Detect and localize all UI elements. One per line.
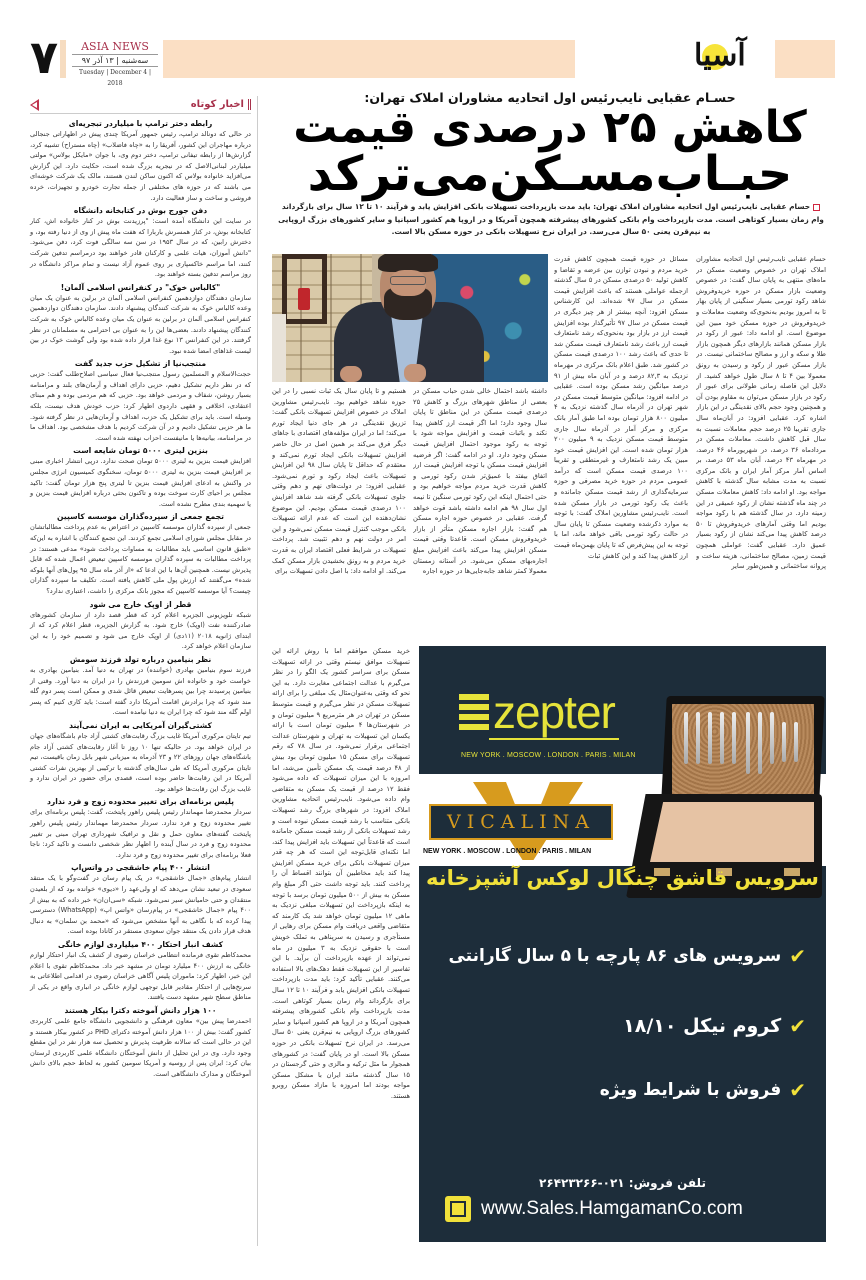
photo-red-object <box>298 288 310 310</box>
article-lead <box>275 201 827 239</box>
ad-feature-text: سرویس های ۸۶ پارچه با ۵ سال گارانتی <box>448 946 782 966</box>
column-text: هستیم و تا پایان سال یک ثبات نسبی را در این حوزه شاهد خواهیم بود. نایب‌رئیس مشاورین املاک در خصوص افزایش تسهیلات بانکی گفت: تزریق نقدینگی در هر جای دنیا ایجاد تورم می‌کند؛ اما در ایران مؤلفه‌های اقتصادی با جاهای دیگر فرق می‌کند بر همین اصل در حال حاضر افزایش تسهیلات بانکی ایجاد تورم نمی‌کند و معتقدم که حداقل تا پایان سال ۹۸ این افزایش تسهیلات باعث ایجاد رکود و تورم نمی‌شود. عقبایی افزود: در دولت‌های نهم و دهم وقتی جلوی تسهیلات بانکی گرفته شد شاهد افزایش ۱۰۰ درصدی قیمت مسکن بودیم. این موضوع نشان‌دهنده این است که عدم ارائه تسهیلات بانکی موجب کنترل قیمت مسکن نمی‌شود و این امر در دولت نهم و دهم تثبیت شد. پرداخت تسهیلات در شرایط فعلی اقتصاد ایران به قدرت خرید مردم و به رونق بخشیدن بازار مسکن کمک می‌کند. او ادامه داد: با اصل دادن تسهیلات برای <box>272 387 406 576</box>
article-column-4 <box>272 386 406 640</box>
brief-item-title: قطر از اوپک خارج می شود <box>89 599 192 609</box>
zepter-cities: NEW YORK . MOSCOW . LONDON . PARIS . MILAN <box>461 752 636 759</box>
ad-feature <box>623 1014 806 1038</box>
lead-text: حسام عقبایی نایب‌رئیس اول اتحادیه مشاوران املاک تهران: باید مدت بازپرداخت تسهیلات بانکی افزایش یابد و فرآیند ۱۰ تا ۱۲ سال برای بازگرداند وام زمان بسیار کوتاهی است. مدت بازپرداخت وام بانکی کشورهای پیشرفته همچون آمریکا و در اروپا هم کشور اسپانیا و سایر کشورهای بزرگ اروپایی به نیم‌قرن یعنی ۵۰ سال می‌رسد. در ایران نرخ تسهیلات بانکی در حوزه مسکن بالا است. <box>278 202 824 236</box>
brief-item-title: دفن جورج بوش در کتابخانه دانشگاه <box>73 206 208 216</box>
checkmark-icon: ✔ <box>789 944 806 968</box>
brief-item-body: تیم تایتان مرکوری آمریکا غایب بزرگ رقابت‌های کشتی آزاد جام باشگاه‌های جهان در ایران خواهد بود. در حالیکه تنها ۱۰ روز تا آغاز رقابت‌های کشتی آزاد جام باشگاه‌های جهان روزهای ۲۲ و ۲۳ آذرماه به میزبانی شهر بابل زمان باقیست، تیم تایتان مرکوری آمریکا که طی سال‌های گذشته با ترکیبی از بهترین نفرات کشتی آمریکا در این رقابت‌ها حاضر بوده است، قصدی برای حضور در ایران ندارد و غایب بزرگ این رقابت‌ها خواهد بود. <box>30 731 251 793</box>
english-date: Tuesday | December 4 | 2018 <box>78 69 151 87</box>
brief-item-body: احمدرضا پیش بین» معاون فرهنگی و دانشجویی دانشگاه جامع علمی کاربردی کشور گفت: بیش از ۱۰۰ هزار دانش آموخته دکترای PHD در کشور بیکار هستند و این در حالی است که سالانه ظرفیت پذیرش و تحصیل سه هزار نفر در این مقطع وجود دارد. وی در این تحلیل از دانش آموختگان دانشگاه علمی کاربردی لرستان بیان کرد: ایران پس از روسیه و آمریکا سومین کشور به لحاظ حجم بالای دانش آموختگان و مدارک دانشگاهی است. <box>30 1016 251 1078</box>
brief-item-title: ۱۰۰ هزار دانش آموخته دکترا بیکار هستند <box>64 1005 217 1015</box>
case-tray <box>650 802 814 862</box>
ad-feature <box>600 1078 806 1102</box>
brief-item-title: کشف انبار احتکار ۴۰۰ میلیاردی لوازم خانگی <box>57 940 224 949</box>
ad-feature-text: فروش با شرایط ویژه <box>599 1080 782 1100</box>
photo-glasses <box>390 276 426 285</box>
brief-item-body: در حالی که دونالد ترامپ، رئیس جمهور آمریکا چندی پیش در اظهاراتی جنجالی درباره مهاجران این کشور، آفریقا را به «چاه فاضلاب» (چاه مستراح) تشبیه کرد، گزارش‌ها از رابطه تیفانی ترامپ، دختر دوم وی، با جوان «مایکل بولاس» مولتی میلیاردر لبنانی‌الاصل که در نیجریه بزرگ شده است، حکایت دارد. این گزارش می‌افزاید خانواده بولاس که اکنون ساکن لندن هستند، مالک یک شرکت خوشه‌ای می باشند که در حوزه های مختلفی از جمله تجارت خودرو و تجهیزات، خرده فروشی و ساخت و ساز فعالیت دارد. <box>30 130 251 202</box>
headline-line-1: کاهش ۲۵ درصدی قیمت <box>293 102 807 153</box>
spoon-icon <box>708 712 712 764</box>
brief-news-title: اخبار کوتاه <box>191 99 251 110</box>
brief-item <box>30 720 251 795</box>
case-lid-lining <box>672 704 814 796</box>
sales-phone: تلفن فروش: ۰۲۱-۲۶۴۲۳۲۶۶ <box>539 1176 706 1190</box>
article-kicker: حسـام عقبایی نایب‌رئیس اول اتحادیه مشاوران املاک تهران: <box>364 90 736 105</box>
ad-feature <box>448 944 806 968</box>
spoon-icon <box>696 712 700 764</box>
brief-item-body: شبکه تلویزیونی الجزیره اعلام کرد که قطر قصد دارد از سازمان کشورهای صادرکننده نفت (اوپک) خارج شود. به گزارش الجزیره، قطر اعلام کرد که از ابتدای ژانویه ۲۰۱۸ (۱۱دی) از اوپک خارج می شود و تصمیم خود را به این سازمان اعلام خواهد کرد. <box>30 610 251 651</box>
play-arrow-icon <box>30 99 39 111</box>
newspaper-logo <box>690 30 770 80</box>
photo-left-edge <box>272 314 286 382</box>
brief-item <box>30 282 251 357</box>
column-text: داشته باشد احتمال خالی شدن حباب مسکن در بعضی از مناطق شهرهای بزرگ و کاهش ۲۵ درصدی قیمت مسکن در این مناطق تا پایان سال وجود دارد؛ اما اگر قیمت ارز کاهش پیدا نکند و باثبات قیمت و افزایش مواجه شود با توجه به رکود موجود احتمال افزایش قیمت مسکن وجود دارد. او در ادامه گفت: اگر فرضیه افزایش قیمت مسکن با توجه افزایش قیمت ارز اتفاق بیفتد با عمیق‌تر شدن رکود تورمی و کاهش قدرت خرید مردم مواجه خواهیم بود و حتی احتمال اینکه این رکود تورمی سنگین تا نیمه اول سال ۹۸ هم ادامه داشته باشد قوت خواهد گرفت. عقبایی در خصوص حوزه اجاره مسکن هم گفت: بازار اجاره مسکن متأثر از بازار خریدوفروش مسکن است. قاعدتا وقتی قیمت مسکن افزایش پیدا می‌کند باعث افزایش مبلغ اجاره‌بهای مسکن می‌شود. در آستانه زمستان معمولا کمتر شاهد جابه‌جایی‌ها در حوزه اجاره <box>413 387 547 576</box>
column-text: حسام عقبایی نایب‌رئیس اول اتحادیه مشاوران املاک تهران در خصوص وضعیت مسکن در ماه‌های منتهی به پایان سال گفت: در خصوص وضعیت بازار مسکن در حوزه خریدوفروش شاهد رکود تورمی بسیار سنگینی از پایان بهار تا به امروز بودیم به‌نحوی‌که وضعیت معاملات و خریدوفروش در حوزه مسکن خود مبین این موضوع است. او ادامه داد: عبور از رکود در بازار مسکن همانند بازارهای دیگر همچون بازار طلا و سکه و ارز و مصالح ساختمانی نیست. در بازار مسکن عبور از رکود و رسیدن به رونق معمولا بین ۴ تا ۸ سال طول خواهد کشید. از دلایل این فاصله زمانی طولانی برای عبور از رکود در بازار مسکن می‌توان به مقاوم بودن آن و همچنین وجود حجم بالای نقدینگی در این بازار اشاره کرد. عقبایی افزود: در آبان‌ماه سال جاری تقریبا ۲۵ درصد حجم معاملات نسبت به سال قبل کاهش داشت. معاملات مسکن در مردادماه ۳۶ درصد، در شهریورماه ۴۶ درصد، در مهرماه ۴۳ درصد، آبان ماه ۵۳ درصد، بر اساس آمار مرکز آمار ایران و بانک مرکزی نسبت به مدت مشابه سال گذشته با کاهش مواجه بود. او ادامه داد: کاهش معاملات مسکن در چند ماه گذشته نشان از رکود عمیقی در این زمینه دارد. در سال گذشته هم با رکود مواجه بودیم اما وقتی آمارهای خریدوفروش تا ۵۰ درصد کاهش پیدا می‌کند نشان از رکود بسیار عمیق دارد. عقبایی گفت: عواملی همچون قیمت زمین، مصالح ساختمانی، هزینه ساخت و پروانه ساختمانی و همین‌طور سایر <box>696 255 826 571</box>
brief-item-body: محمدکاظم تقوی فرمانده انتظامی خراسان رضوی از کشف یک انبار احتکار لوازم خانگی به ارزش ۴۰۰ میلیارد تومان در مشهد خبر داد. محمدکاظم تقوی با اعلام این خبر، اظهار کرد: ماموران پلیس آگاهی خراسان رضوی در اقدامی اطلاعاتی به سرنخ‌هایی از احتکار مقادیر قابل توجهی لوازم خانگی در انباری واقع در یکی از مناطق سطح شهر مشهد دست یافتند. <box>30 951 251 1002</box>
checkmark-icon: ✔ <box>789 1078 806 1102</box>
publication-name: ASIA NEWS <box>72 40 158 55</box>
page-number: ۷ <box>30 30 59 84</box>
headline-line-2: حبـاب‌مسـکن‌می‌ترکد <box>307 146 793 202</box>
article-column-3 <box>413 386 547 640</box>
vicalina-cities: NEW YORK . MOSCOW . LONDON . PARIS . MILAN <box>423 848 592 855</box>
brief-news-column <box>30 96 258 1246</box>
cutlery-advertisement[interactable] <box>419 646 826 1242</box>
photo-hand <box>340 366 362 382</box>
brief-item <box>30 511 251 596</box>
zepter-stripes-icon <box>459 694 489 740</box>
column-text: خرید مسکن موافقم اما با روش ارائه این تسهیلات موافق نیستم وقتی در ارائه تسهیلات مسکن برای سراسر کشور یک الگو را در نظر می‌گیرم با عدالت اجتماعی مغایرت دارد. به این نحو که وقتی به‌عنوان‌مثال یک مبلغی را برای ارائه تسهیلات مسکن در نظر می‌گیرم و قیمت متوسط مسکن در تهران در هر مترمربع ۹ میلیون تومان و در شهرستان‌ها ۴ میلیون تومان است با ارائه یکسان این تسهیلات به تهران و شهرستان عدالت اجتماعی برقرار نمی‌شود. در سال ۷۸ که رقم تسهیلات برای مسکن ۱۵ میلیون تومان بود بیش از ۴۸ درصد قیمت یک مسکن تأمین می‌شد، اما امروزه با این میزان تسهیلات که داده می‌شود فقط ۱۲ درصد از قیمت یک مسکن به متقاضی وام داده می‌شود. نایب‌رئیس اتحادیه مشاورین املاک افزود: در شهرهای بزرگ رشد تسهیلات بانکی متناسب با رشد قیمت مسکن نبوده است و رشد تسهیلات بانکی از رشد قیمت مسکن جامانده است که قاعدتاً این تسهیلات باید افزایش پیدا کند، اما نکته‌ای قابل‌توجه این است که هر چه قدر میزان تسهیلات بانکی برای خرید مسکن افزایش پیدا کند باید مخاطبین آن بتوانند اقساط آن را پرداخت کنند. باید توجه داشت حتی اگر مبلغ وام مسکن به بیش از ۵۰۰ میلیون تومان برسد با توجه به اینکه بازپرداخت این تسهیلات مبلغی نزدیک به ماهی ۱۲ میلیون تومان خواهد شد یک کارمند که متقاضی واقعی دریافت وام مسکن برای رهایی از مستأجری و رسیدن به سرپناهی به تملک خویش است با حقوقی نزدیک به ۳ میلیون در ماه نمی‌تواند از عهده بازپرداخت آن برآید. با این تفاسیر از این تسهیلات فقط دهک‌های بالا استفاده می‌کنند. عقبایی تأکید کرد: باید مدت بازپرداخت تسهیلات بانکی افزایش یابد و فرآیند ۱۰ تا ۱۲ سال برای بازگرداند وام زمان بسیار کوتاهی است. مدت بازپرداخت وام بانکی کشورهای پیشرفته همچون آمریکا و در اروپا هم کشور اسپانیا و سایر کشورهای بزرگ اروپایی به نیم‌قرن یعنی ۵۰ سال می‌رسد. در ایران نرخ تسهیلات بانکی در حوزه مسکن بالا است. او در پایان گفت: در کشورهای همجوار ما مثل ترکیه و مالزی و حتی گرجستان در ۱۵ سال گذشته مانند ایران با مشکل مسکن مواجه بودند اما امروزه با مازاد مسکن روبرو هستند. <box>272 647 410 1100</box>
brief-item-title: تجمع جمعی از سپرده‌گذاران موسسه کاسپین <box>57 512 224 522</box>
zepter-underline <box>489 738 619 740</box>
brief-item-title: رابطه دختر ترامپ با میلیاردر تبجریه‌ای <box>68 119 213 128</box>
brief-item-title: کشتی‌گیران آمریکایی به ایران نمی‌آیند <box>69 720 212 730</box>
brief-item <box>30 445 251 509</box>
checkmark-icon: ✔ <box>789 1014 806 1038</box>
spoon-icon <box>720 712 724 764</box>
brief-item-title: منتجب‌نیا از تشکیل حزب جدید گفت <box>74 359 207 369</box>
masthead-divider <box>60 40 66 78</box>
article-column-5 <box>272 646 410 1238</box>
brief-item <box>30 118 251 203</box>
brief-item <box>30 205 251 280</box>
brief-item-body: در سایت این دانشگاه آمده است: "پرزیدنت بوش در کنار خانواده اش، کنار کتابخانه بوش، در کنار همسرش باربارا که هفت ماه پیش از وی از دنیا رفته بود، و دخترش رابین، که در سال ۱۹۵۳ در سن سه سالگی فوت کرد، دفن می‌شود. "دانش آموزان، هیات علمی و کارکنان قادر خواهند بود درمراسم تدفین شرکت کنند، اما مراسم خاکسپاری بر روی عموم آزاد نیست و تمام مراکز دانشگاه در روز مراسم تدفین بسته خواهند بود. <box>30 217 251 279</box>
masthead-band <box>163 40 575 78</box>
brief-item-body: فرزند سوم بنیامین بهادری (خواننده) در تهران به دنیا آمد. بنیامین بهادری به خواست خود و خانواده اش سومین فرزندش را در ایران به دنیا آورد. وقتی از بنیامین پرسیدند چرا بین پسرهایت تبعیض قائل شدی و ممکن است پسر دوم گله مند شود که چرا برادرش اقامت آمریکا دارد گفته است: باید کاری کنیم که پسر اولم گله مند شود که چرا ایران به دنیا نیامده است. <box>30 665 251 717</box>
brief-item-title: نظر بنیامین درباره تولد فرزند سومش <box>69 654 212 664</box>
brief-item-title: پلیس برنامه‌ای برای تغییر محدوده زوج و فرد ندارد <box>47 797 234 807</box>
brief-item <box>30 862 251 937</box>
logo-text: آسیا <box>694 38 746 73</box>
brief-item-title: "کالباس خوک" در کنفرانس اسلامی آلمان! <box>60 282 221 292</box>
vicalina-logo: VICALINA <box>429 804 613 840</box>
article-column-2 <box>554 254 688 639</box>
brief-item-body: جمعی از سپرده گذاران موسسه کاسپین در اعتراض به عدم پرداخت مطالباتشان در مقابل مجلس شورای اسلامی تجمع کردند. این تجمع کنندگان با اشاره به این‌که «طبق قانون اساسی باید مطالبات به مساوات پرداخت شود» مدعی هستند: در پرداخت مطالبات به سپرده گذاران موسسه کاسپین تبعیض اعمال شده که قابل پذیرش نیست. همچنین آن‌ها با این ادعا که «از آذر ماه سال ۹۵ پول‌های آنها بلوکه شده» می‌گفتند که ارزش پول ملی کاهش یافته است. تکلیف ما سپرده گذاران چیست؟ آیا موسسه کاسپین که مجوز بانک مرکزی را داشت، اعتباری ندارد؟ <box>30 523 251 595</box>
small-spoon-icon <box>794 722 798 762</box>
spoon-icon <box>684 712 688 764</box>
brief-item-body: انتشار پیام‌های «جمال خاشقجی» در یک پیام رسان در گفت‌وگو با یک منتقد سعودی در تبعید نشان می‌دهد که او ولی‌عهد را «دیوی» خوانده بود که از بلعیدن منتقدان و حتی حامیانش سیر نمی‌شود. شبکه «سی‌ان‌ان» خبر داده که به بیش از ۴۰۰ پیام «جمال خاشقجی» در پیام‌رسان «واتس اپ» (WhatsApp) دسترسی پیدا کرده که با نگاهی به آنها مشخص می‌شود که «محمد بن سلمان» به دنبال هدف قرار دادن یک منتقد جوان سعودی مستقر در کانادا بوده است. <box>30 874 251 936</box>
persian-date: سه‌شنبه | ۱۳ آذر ۹۷ <box>72 55 158 67</box>
knife-icon <box>758 712 762 774</box>
article-column-1 <box>696 254 826 639</box>
zepter-wordmark: zepter <box>493 686 615 738</box>
brief-news-header <box>30 96 251 114</box>
masthead <box>0 0 866 90</box>
brief-item-body: حجت‌الاسلام و المسلمین رسول منتجب‌نیا فعال سیاسی اصلاح‌طلب گفت: حزبی که در نظر داریم تشکیل دهیم، حزبی دارای اهداف و آرمان‌های بلند و مرامنامه بسیار روشن، شفاف و مردمی خواهد بود. حزبی که هم مردمی بوده و هم مبنای اعتقادی، اخلاقی و فقهی داردوی اظهار کرد: حزب خودش هدف نیست، بلکه وسیله است. باید برای تشکیل یک حزب، اهداف و آرمان‌هایی در نظر گرفته شود. ما هر حزبی تشکیل دادیم و در آن شرکت کردیم با هدف مشخصی بود. اهداف ما در مرامنامه، بیانیه‌ها یا مانیفست احزاب نهفته شده است. <box>30 370 251 442</box>
brief-item <box>30 358 251 443</box>
brief-item-body: سردار محمدرضا مهماندار رئیس پلیس راهور پایتخت، گفت: پلیس برنامه‌ای برای تغییر محدوده زوج و فرد ندارد. سردار محمدرضا مهماندار رئیس پلیس راهور پایتخت گفته‌های معاون حمل و نقل و ترافیک شهرداری تهران مبنی بر تغییر محدوده زوج و فرد در سال آینده را اظهار نظر شخصی دانست و تاکید کرد: ناجا فعلا برنامه‌ای برای تغییر محدوده زوج و فرد ندارد. <box>30 808 251 859</box>
brief-item <box>30 939 251 1003</box>
brief-item <box>30 599 251 652</box>
brief-item-title: انتشار ۴۰۰ پیام خاشقجی در واتس‌اپ <box>71 863 210 873</box>
brief-item-body: افزایش قیمت بنزین به لیتری ۵۰۰۰ تومان صحت ندارد. درپی انتشار اخباری مبنی بر افزایش قیمت بنزین به لیتری ۵۰۰۰ تومان، سخنگوی کمیسیون انرژی مجلس در واکنش به ادعای افزایش قیمت بنزین تا لیتری پنج هزار تومان گفت: تاکید مجلس بر احیای کارت سوخت بوده و تاکنون بحثی درباره افزایش قیمت بنزین و یا سهمیه بندی مطرح نشده است. <box>30 457 251 508</box>
column-text: مسائل در حوزه قیمت همچون کاهش قدرت خرید مردم و نبودن توازن بین عرضه و تقاضا و کاهش تولید ۵۰ درصدی مسکن در ۵ سال گذشته ازجمله عواملی هستند که باعث افزایش قیمت مسکن در سال ۹۷ شده‌اند. این کارشناس مسکن افزود: آنچه بیشتر از هر چیز دیگری در قیمت مسکن در سال ۹۷ تأثیرگذار بوده افزایش قیمت ارز در بازار بود به‌نحوی‌که رشد نامتعارف قیمت ارز باعث رشد نامتعارف قیمت مسکن شد تا حدی که باعث رشد ۱۰۰ درصدی قیمت مسکن در کشور شد. طبق اعلام بانک مرکزی در مهرماه نزدیک به ۸۲,۳ درصد و در آبان ماه بیش از ۹۱ درصد میانگین رشد مسکن بوده است. عقبایی در ادامه افزود: میانگین متوسط قیمت مسکن در شهر تهران در آذرماه سال گذشته نزدیک به ۴ میلیون ۸۰۰ هزار تومان بوده اما طبق آمار بانک مرکزی و مرکز آمار در آذرماه سال جاری متوسط قیمت مسکن نزدیک به ۹ میلیون ۲۰۰ هزار تومان شده است. این افزایش قیمت خود مبین یک رشد نامتعارف و غیرمنطقی و تقریبا ۱۰۰ درصدی قیمت مسکن است که درآمد عمومی مردم در حوزه خرید مصرفی و حوزه سرمایه‌گذاری از رشد قیمت مسکن جامانده و باعث یک رکود تورمی در بازار مسکن شده است. نایب‌رئیس مشاورین املاک گفت: با توجه به موارد ذکرشده وضعیت مسکن تا پایان سال در حالت رکود تورمی باقی خواهد ماند، اما با توجه به این پیش‌فرض که تا پایان بهمن‌ماه قیمت ارز کاهش پیدا کند و این کاهش ثبات <box>554 255 688 560</box>
square-bullet-icon <box>813 204 820 211</box>
spoon-icon <box>732 712 736 764</box>
ad-website[interactable] <box>445 1196 815 1222</box>
ad-feature-text: کروم نیکل ۱۸/۱۰ <box>623 1015 782 1037</box>
fork-icon <box>770 712 774 764</box>
brief-item <box>30 654 251 718</box>
brief-item-title: بنزین لیتری ۵۰۰۰ تومان شایعه است <box>73 446 208 456</box>
zepter-logo <box>459 688 639 748</box>
brief-item <box>30 1005 251 1080</box>
brief-item-body: سازمان دهندگان دوازدهمین کنفرانس اسلامی آلمان در برلین به عنوان یک میان وعده کالباس خوک به شرکت کنندگان پیشنهاد دادند. سازمان دهندگان دوازدهمین کنفرانس اسلامی آلمان در برلین به عنوان یک میان وعده کالباس خوک به شرکت کنندگان پیشنهاد دادند. بعضی‌ها این را به عنوان بی احترامی به مسلمانان در نظر گرفتند. در این کنفرانس ۱۳ نوع غذا قرار داده شده بود ولی گوشت خوک در بین لیست غذاهای امضا شده نبود. <box>30 293 251 355</box>
website-url[interactable]: www.Sales.HamgamanCo.com <box>481 1198 743 1219</box>
article-photo <box>272 254 548 382</box>
ad-title: سرویس قاشق چنگال لوکس آشپزخانه <box>426 866 819 890</box>
small-spoon-icon <box>782 722 786 762</box>
knife-icon <box>746 712 750 774</box>
brief-item <box>30 796 251 860</box>
hamgaman-logo-icon <box>445 1196 471 1222</box>
masthead-band-right <box>775 40 835 78</box>
photo-hand <box>404 364 426 382</box>
issue-date-box <box>72 40 158 87</box>
